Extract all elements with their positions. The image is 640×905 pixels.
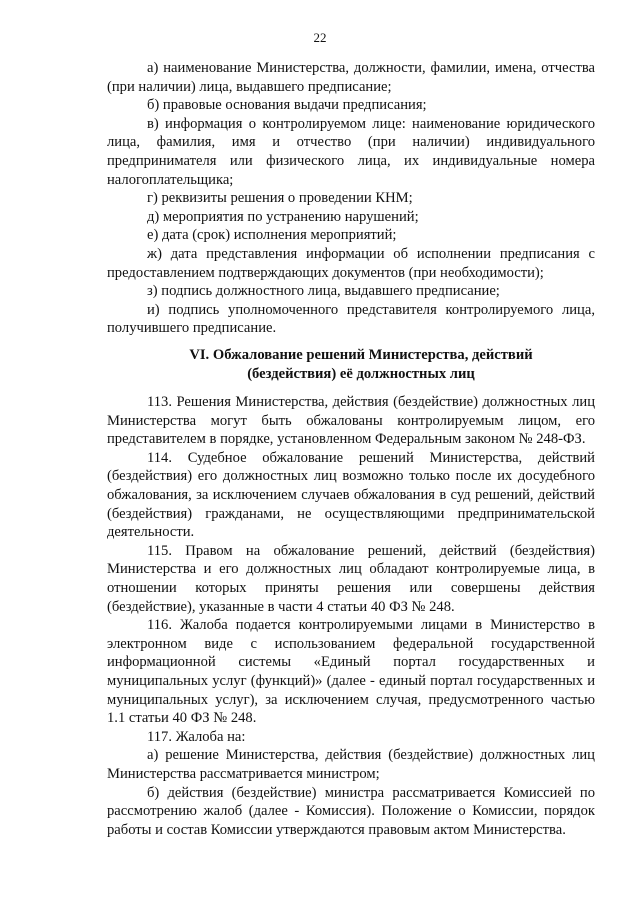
paragraph: 116. Жалоба подается контролируемыми лицами в Министерство в электронном виде с использованием федеральной государственной информационной системы «Единый портал государственных и муниципальных услуг (функций)» (далее - единый портал государственных и муниципальных услуг), за исключением случая, предусмотренного частью 1.1 статьи 40 ФЗ № 248. bbox=[107, 617, 595, 727]
paragraph: з) подпись должностного лица, выдавшего предписание; bbox=[147, 283, 500, 300]
paragraph: е) дата (срок) исполнения мероприятий; bbox=[147, 227, 397, 244]
paragraph: 117. Жалоба на: bbox=[147, 728, 246, 745]
document-body bbox=[107, 59, 595, 839]
section-heading-line1: VI. Обжалование решений Министерства, действий bbox=[189, 346, 533, 363]
paragraph: и) подпись уполномоченного представителя контролируемого лица, получившего предписание. bbox=[107, 301, 595, 337]
page-number: 22 bbox=[313, 30, 327, 45]
section-heading-line2: (бездействия) её должностных лиц bbox=[247, 365, 475, 382]
paragraph: г) реквизиты решения о проведении КНМ; bbox=[147, 190, 413, 207]
paragraph: д) мероприятия по устранению нарушений; bbox=[147, 208, 419, 225]
paragraph: а) наименование Министерства, должности, фамилии, имена, отчества (при наличии) лица, выдавшего предписание; bbox=[107, 60, 595, 95]
paragraph: ж) дата представления информации об исполнении предписания с предоставлением подтверждающих документов (при необходимости); bbox=[107, 245, 595, 281]
paragraph: 115. Правом на обжалование решений, действий (бездействия) Министерства и его должностных лиц обладают контролируемые лица, в отношении которых приняты решения или совершены действия (бездействие), указанные в части 4 статьи 40 ФЗ № 248. bbox=[107, 542, 595, 615]
section-heading bbox=[107, 346, 595, 383]
paragraph: 113. Решения Министерства, действия (бездействие) должностных лиц Министерства могут быть обжалованы контролируемым лицом, его представителем в порядке, установленном Федеральным законом № 248-ФЗ. bbox=[107, 394, 595, 448]
paragraph: а) решение Министерства, действия (бездействие) должностных лиц Министерства рассматривается министром; bbox=[107, 747, 595, 782]
paragraph: 114. Судебное обжалование решений Министерства, действий (бездействия) его должностных лиц возможно только после их досудебного обжалования, за исключением случаев обжалования в суд решений, действий (бездействия) гражданами, не осуществляющими предпринимательской деятельности. bbox=[107, 449, 595, 541]
paragraph: б) правовые основания выдачи предписания; bbox=[147, 97, 427, 114]
paragraph: в) информация о контролируемом лице: наименование юридического лица, фамилия, имя и отчество (при наличии) индивидуального предпринимателя или физического лица, их индивидуальные номера налогоплательщика; bbox=[107, 115, 595, 188]
paragraph: б) действия (бездействие) министра рассматривается Комиссией по рассмотрению жалоб (далее - Комиссия). Положение о Комиссии, порядок работы и состав Комиссии утверждаются правовым актом Министерства. bbox=[107, 784, 595, 838]
